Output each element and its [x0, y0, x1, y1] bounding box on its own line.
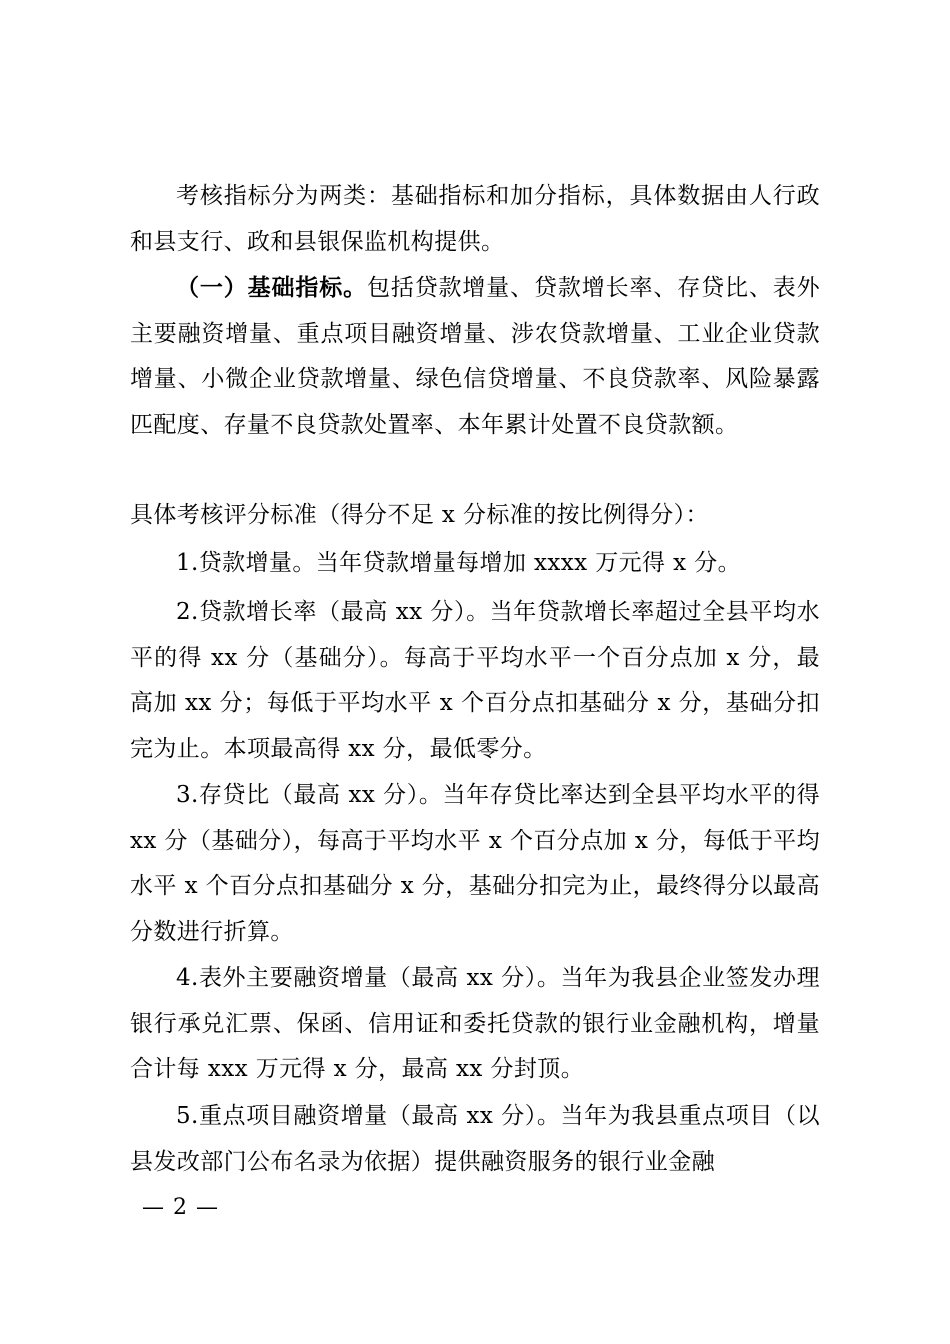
paragraph-item-2-loan-growth-rate — [130, 590, 820, 772]
paragraph-text: 考核指标分为两类：基础指标和加分指标，具体数据由人行政和县支行、政和县银保监机构提供。 — [130, 183, 820, 255]
paragraph-text: 3.存贷比（最高 xx 分）。当年存贷比率达到全县平均水平的得 xx 分（基础分），每高于平均水平 x 个百分点加 x 分，每低于平均水平 x 个百分点扣基础分 x 分，基础分扣完为止，最终得分以最高分数进行折算。 — [130, 782, 820, 945]
paragraph-text: 2.贷款增长率（最高 xx 分）。当年贷款增长率超过全县平均水平的得 xx 分（基础分）。每高于平均水平一个百分点加 x 分，最高加 xx 分；每低于平均水平 x 个百分点扣基础分 x 分，基础分扣完为止。本项最高得 xx 分，最低零分。 — [130, 599, 820, 762]
paragraph-scoring-standard-intro — [130, 493, 820, 539]
paragraph-basic-indicators — [130, 265, 820, 448]
page-number: — 2 — — [142, 1195, 219, 1220]
paragraph-text: 1.贷款增量。当年贷款增量每增加 xxxx 万元得 x 分。 — [176, 550, 742, 576]
paragraph-text: 4.表外主要融资增量（最高 xx 分）。当年为我县企业签发办理银行承兑汇票、保函、信用证和委托贷款的银行业金融机构，增量合计每 xxx 万元得 x 分，最高 xx 分封顶。 — [130, 965, 820, 1082]
paragraph-text: 具体考核评分标准（得分不足 x 分标准的按比例得分）： — [130, 502, 709, 528]
paragraph-item-1-loan-increment — [130, 541, 820, 587]
paragraph-item-3-deposit-loan-ratio — [130, 773, 820, 955]
paragraph-item-5-key-project-financing — [130, 1094, 820, 1185]
section-heading-basic-indicators: （一）基础指标。 — [176, 274, 367, 301]
paragraph-item-4-off-balance-financing — [130, 956, 820, 1093]
paragraph-assessment-categories — [130, 174, 820, 265]
paragraph-text: 包括贷款增量、贷款增长率、存贷比、表外主要融资增量、重点项目融资增量、涉农贷款增量、工业企业贷款增量、小微企业贷款增量、绿色信贷增量、不良贷款率、风险暴露匹配度、存量不良贷款处置率、本年累计处置不良贷款额。 — [130, 275, 820, 438]
paragraph-text: 5.重点项目融资增量（最高 xx 分）。当年为我县重点项目（以县发改部门公布名录为依据）提供融资服务的银行业金融 — [130, 1103, 820, 1175]
